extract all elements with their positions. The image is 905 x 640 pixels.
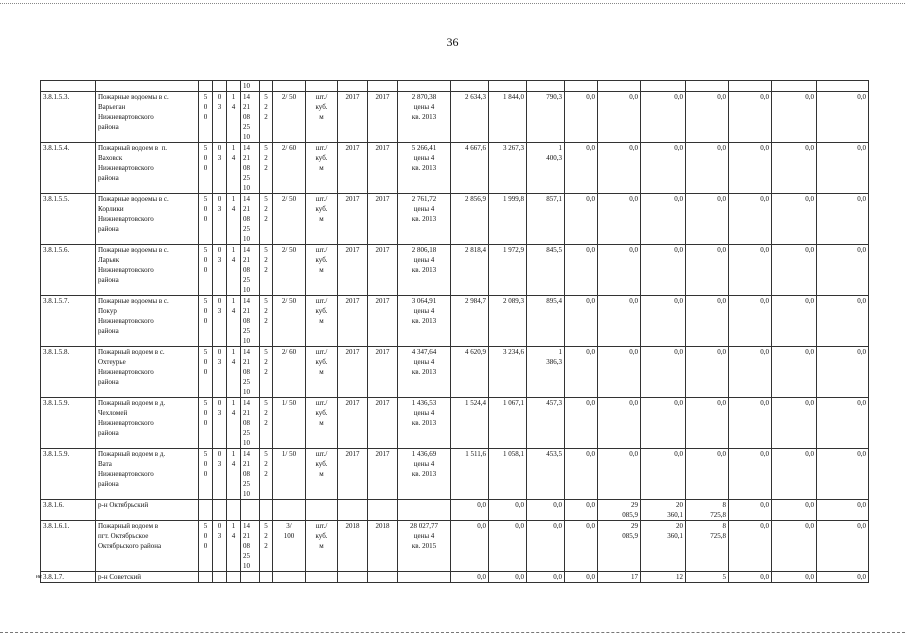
code-cell: 1 4 — [227, 449, 241, 500]
start-year-cell — [338, 572, 368, 583]
value-cell: 17 — [598, 572, 641, 583]
code-cell — [227, 572, 241, 583]
unit-cell: шт./ куб. м — [306, 194, 338, 245]
page-number: 36 — [446, 35, 459, 49]
value-cell: 0,0 — [641, 347, 686, 398]
value-cell: 0,0 — [641, 245, 686, 296]
value-cell: 0,0 — [817, 245, 869, 296]
code-cell: 14 21 08 25 10 — [241, 449, 260, 500]
code-cell: 1 4 — [227, 143, 241, 194]
value-cell: 0,0 — [565, 245, 598, 296]
value-cell: 8 725,8 — [686, 521, 729, 572]
value-cell: 0,0 — [729, 143, 772, 194]
value-cell: 0,0 — [686, 398, 729, 449]
end-year-cell: 2017 — [368, 296, 398, 347]
unit-cell: шт./ куб. м — [306, 245, 338, 296]
value-cell: 0,0 — [451, 500, 489, 521]
code-cell — [227, 500, 241, 521]
value-cell: 1 386,3 — [527, 347, 565, 398]
end-year-cell — [368, 500, 398, 521]
value-cell: 453,5 — [527, 449, 565, 500]
value-cell: 0,0 — [772, 245, 817, 296]
code-cell: 1 4 — [227, 245, 241, 296]
value-cell: 0,0 — [686, 194, 729, 245]
start-year-cell: 2018 — [338, 521, 368, 572]
unit-cell: шт./ куб. м — [306, 521, 338, 572]
row-number-cell: 3.8.1.5.7. — [41, 296, 96, 347]
end-year-cell: 2017 — [368, 347, 398, 398]
value-cell: 845,5 — [527, 245, 565, 296]
code-cell: 5 2 2 — [260, 347, 273, 398]
code-cell: 14 21 08 25 10 — [241, 296, 260, 347]
name-cell: Пожарный водоем в с. Охтеурье Нижневартовского района — [96, 347, 199, 398]
code-cell: 5 2 2 — [260, 449, 273, 500]
capacity-cell — [273, 572, 306, 583]
name-cell: Пожарный водоем в д. Чехломей Нижневартовского района — [96, 398, 199, 449]
capacity-cell: 3/ 100 — [273, 521, 306, 572]
code-cell: 5 2 2 — [260, 521, 273, 572]
code-cell — [199, 500, 213, 521]
row-number-cell: 3.8.1.6. — [41, 500, 96, 521]
value-cell: 1 511,6 — [451, 449, 489, 500]
row-number-cell: 3.8.1.5.6. — [41, 245, 96, 296]
value-cell: 0,0 — [641, 143, 686, 194]
value-cell: 5 — [686, 572, 729, 583]
value-cell: 0,0 — [451, 572, 489, 583]
code-cell: 5 0 0 — [199, 398, 213, 449]
unit-cell — [306, 500, 338, 521]
value-cell: 0,0 — [772, 296, 817, 347]
value-cell: 0,0 — [565, 500, 598, 521]
name-cell: р-н Советский — [96, 572, 199, 583]
value-cell: 0,0 — [817, 398, 869, 449]
value-cell: 29 085,9 — [598, 500, 641, 521]
name-cell: р-н Октябрьский — [96, 500, 199, 521]
value-cell: 0,0 — [686, 347, 729, 398]
start-year-cell — [338, 500, 368, 521]
cost-cell: 28 027,77 цены 4 кв. 2015 — [398, 521, 451, 572]
code-cell: 5 0 0 — [199, 521, 213, 572]
footnote-mark: нв — [36, 574, 42, 580]
value-cell: 0,0 — [772, 449, 817, 500]
value-cell: 0,0 — [565, 92, 598, 143]
code-cell: 0 3 — [213, 143, 227, 194]
value-cell: 0,0 — [641, 92, 686, 143]
code-cell: 5 0 0 — [199, 347, 213, 398]
code-cell: 0 3 — [213, 245, 227, 296]
cost-cell: 2 870,38 цены 4 кв. 2013 — [398, 92, 451, 143]
value-cell: 12 — [641, 572, 686, 583]
code-cell: 5 0 0 — [199, 143, 213, 194]
value-cell: 790,3 — [527, 92, 565, 143]
value-cell: 0,0 — [598, 92, 641, 143]
code-cell: 1 4 — [227, 398, 241, 449]
value-cell: 0,0 — [451, 521, 489, 572]
code-cell: 5 2 2 — [260, 143, 273, 194]
value-cell: 1 844,0 — [489, 92, 527, 143]
value-cell: 0,0 — [565, 449, 598, 500]
capacity-cell: 2/ 50 — [273, 296, 306, 347]
capacity-cell: 2/ 60 — [273, 143, 306, 194]
value-cell: 0,0 — [641, 398, 686, 449]
code-cell: 5 0 0 — [199, 296, 213, 347]
value-cell: 0,0 — [641, 296, 686, 347]
table-row — [41, 500, 869, 521]
code-cell: 14 21 08 25 10 — [241, 398, 260, 449]
name-cell: Пожарный водоем в п. Ваховск Нижневартовского района — [96, 143, 199, 194]
value-cell: 0,0 — [489, 521, 527, 572]
value-cell: 0,0 — [817, 194, 869, 245]
value-cell: 0,0 — [772, 347, 817, 398]
capacity-cell: 1/ 50 — [273, 449, 306, 500]
value-cell: 0,0 — [598, 296, 641, 347]
value-cell: 0,0 — [686, 143, 729, 194]
value-cell: 0,0 — [598, 143, 641, 194]
code-cell: 5 0 0 — [199, 245, 213, 296]
row-number-cell: 3.8.1.7. — [41, 572, 96, 583]
value-cell: 1 972,9 — [489, 245, 527, 296]
code-cell: 1 4 — [227, 521, 241, 572]
row-number-cell: 3.8.1.5.9. — [41, 449, 96, 500]
value-cell: 0,0 — [729, 194, 772, 245]
value-cell: 2 634,3 — [451, 92, 489, 143]
value-cell: 1 999,8 — [489, 194, 527, 245]
value-cell: 0,0 — [565, 521, 598, 572]
name-cell: Пожарный водоем в пгт. Октябрьское Октябрьского района — [96, 521, 199, 572]
end-year-cell: 2017 — [368, 245, 398, 296]
row-number-cell: 3.8.1.5.5. — [41, 194, 96, 245]
capacity-cell: 1/ 50 — [273, 398, 306, 449]
table-row-continuation — [41, 81, 869, 92]
name-cell: Пожарные водоемы в с. Ларьяк Нижневартовского района — [96, 245, 199, 296]
code-cell: 10 — [241, 81, 260, 92]
value-cell: 0,0 — [772, 194, 817, 245]
start-year-cell: 2017 — [338, 143, 368, 194]
code-cell: 5 0 0 — [199, 92, 213, 143]
unit-cell: шт./ куб. м — [306, 449, 338, 500]
row-number-cell: 3.8.1.5.4. — [41, 143, 96, 194]
table-row — [41, 92, 869, 143]
value-cell: 0,0 — [729, 92, 772, 143]
value-cell: 0,0 — [729, 296, 772, 347]
capacity-cell: 2/ 50 — [273, 194, 306, 245]
value-cell: 0,0 — [729, 449, 772, 500]
code-cell: 0 3 — [213, 194, 227, 245]
value-cell: 0,0 — [598, 398, 641, 449]
value-cell: 0,0 — [772, 398, 817, 449]
cost-cell: 2 761,72 цены 4 кв. 2013 — [398, 194, 451, 245]
value-cell: 20 360,1 — [641, 500, 686, 521]
code-cell — [213, 500, 227, 521]
capacity-cell: 2/ 50 — [273, 245, 306, 296]
start-year-cell: 2017 — [338, 398, 368, 449]
value-cell: 0,0 — [729, 521, 772, 572]
start-year-cell: 2017 — [338, 245, 368, 296]
value-cell: 0,0 — [598, 245, 641, 296]
code-cell — [260, 500, 273, 521]
value-cell: 0,0 — [565, 143, 598, 194]
table-row — [41, 296, 869, 347]
value-cell: 0,0 — [686, 245, 729, 296]
value-cell: 0,0 — [686, 296, 729, 347]
code-cell: 5 2 2 — [260, 398, 273, 449]
value-cell: 0,0 — [565, 194, 598, 245]
start-year-cell: 2017 — [338, 296, 368, 347]
start-year-cell: 2017 — [338, 92, 368, 143]
cost-cell: 2 806,18 цены 4 кв. 2013 — [398, 245, 451, 296]
value-cell: 0,0 — [686, 92, 729, 143]
table-row — [41, 347, 869, 398]
value-cell: 20 360,1 — [641, 521, 686, 572]
end-year-cell: 2017 — [368, 194, 398, 245]
code-cell: 5 0 0 — [199, 449, 213, 500]
value-cell: 0,0 — [817, 347, 869, 398]
value-cell: 0,0 — [817, 449, 869, 500]
value-cell: 0,0 — [489, 572, 527, 583]
value-cell: 0,0 — [729, 245, 772, 296]
value-cell: 457,3 — [527, 398, 565, 449]
value-cell: 0,0 — [565, 296, 598, 347]
top-border-line — [0, 3, 905, 4]
cost-cell: 4 347,64 цены 4 кв. 2013 — [398, 347, 451, 398]
value-cell: 0,0 — [598, 347, 641, 398]
code-cell: 14 21 08 25 10 — [241, 92, 260, 143]
unit-cell: шт./ куб. м — [306, 92, 338, 143]
value-cell: 0,0 — [729, 398, 772, 449]
end-year-cell: 2017 — [368, 143, 398, 194]
value-cell: 2 856,9 — [451, 194, 489, 245]
value-cell: 3 234,6 — [489, 347, 527, 398]
code-cell: 14 21 08 25 10 — [241, 521, 260, 572]
unit-cell: шт./ куб. м — [306, 347, 338, 398]
code-cell: 5 2 2 — [260, 194, 273, 245]
code-cell: 5 2 2 — [260, 92, 273, 143]
value-cell: 0,0 — [729, 500, 772, 521]
table-row — [41, 521, 869, 572]
row-number-cell: 3.8.1.5.9. — [41, 398, 96, 449]
value-cell: 29 085,9 — [598, 521, 641, 572]
value-cell: 0,0 — [772, 92, 817, 143]
value-cell: 0,0 — [527, 572, 565, 583]
code-cell — [241, 500, 260, 521]
table-row — [41, 398, 869, 449]
code-cell: 14 21 08 25 10 — [241, 347, 260, 398]
row-number-cell: 3.8.1.5.3. — [41, 92, 96, 143]
code-cell — [199, 572, 213, 583]
value-cell: 3 267,3 — [489, 143, 527, 194]
code-cell: 1 4 — [227, 92, 241, 143]
row-number-cell: 3.8.1.6.1. — [41, 521, 96, 572]
value-cell: 0,0 — [527, 521, 565, 572]
value-cell: 0,0 — [686, 449, 729, 500]
table-row — [41, 449, 869, 500]
code-cell: 14 21 08 25 10 — [241, 194, 260, 245]
program-table — [40, 80, 869, 583]
value-cell: 0,0 — [772, 521, 817, 572]
code-cell: 1 4 — [227, 347, 241, 398]
code-cell: 0 3 — [213, 296, 227, 347]
end-year-cell: 2017 — [368, 449, 398, 500]
end-year-cell: 2017 — [368, 92, 398, 143]
end-year-cell: 2018 — [368, 521, 398, 572]
end-year-cell — [368, 572, 398, 583]
value-cell: 1 524,4 — [451, 398, 489, 449]
start-year-cell: 2017 — [338, 194, 368, 245]
value-cell: 1 067,1 — [489, 398, 527, 449]
code-cell: 14 21 08 25 10 — [241, 143, 260, 194]
value-cell: 0,0 — [817, 92, 869, 143]
value-cell: 0,0 — [598, 449, 641, 500]
value-cell: 2 984,7 — [451, 296, 489, 347]
table-row — [41, 572, 869, 583]
value-cell: 0,0 — [598, 194, 641, 245]
name-cell: Пожарные водоемы в с. Корлики Нижневартовского района — [96, 194, 199, 245]
start-year-cell: 2017 — [338, 449, 368, 500]
value-cell: 0,0 — [565, 572, 598, 583]
code-cell: 5 0 0 — [199, 194, 213, 245]
code-cell: 1 4 — [227, 194, 241, 245]
cost-cell: 5 266,41 цены 4 кв. 2013 — [398, 143, 451, 194]
value-cell: 0,0 — [772, 572, 817, 583]
value-cell: 857,1 — [527, 194, 565, 245]
value-cell: 0,0 — [772, 143, 817, 194]
value-cell: 0,0 — [641, 449, 686, 500]
name-cell: Пожарные водоемы в с. Варьеган Нижневартовского района — [96, 92, 199, 143]
table-row — [41, 143, 869, 194]
value-cell: 0,0 — [641, 194, 686, 245]
bottom-border-line — [0, 632, 905, 633]
cost-cell: 3 064,91 цены 4 кв. 2013 — [398, 296, 451, 347]
name-cell: Пожарный водоем в д. Вата Нижневартовского района — [96, 449, 199, 500]
code-cell: 0 3 — [213, 521, 227, 572]
start-year-cell: 2017 — [338, 347, 368, 398]
value-cell: 0,0 — [817, 500, 869, 521]
value-cell: 2 089,3 — [489, 296, 527, 347]
value-cell: 895,4 — [527, 296, 565, 347]
value-cell: 4 620,9 — [451, 347, 489, 398]
value-cell: 0,0 — [817, 521, 869, 572]
capacity-cell: 2/ 50 — [273, 92, 306, 143]
value-cell: 0,0 — [817, 296, 869, 347]
code-cell: 5 2 2 — [260, 296, 273, 347]
value-cell: 0,0 — [565, 347, 598, 398]
unit-cell: шт./ куб. м — [306, 296, 338, 347]
value-cell: 0,0 — [817, 143, 869, 194]
code-cell: 0 3 — [213, 449, 227, 500]
unit-cell: шт./ куб. м — [306, 398, 338, 449]
value-cell: 4 667,6 — [451, 143, 489, 194]
value-cell: 1 058,1 — [489, 449, 527, 500]
capacity-cell — [273, 500, 306, 521]
code-cell — [241, 572, 260, 583]
value-cell: 0,0 — [729, 572, 772, 583]
name-cell: Пожарные водоемы в с. Покур Нижневартовского района — [96, 296, 199, 347]
value-cell: 1 400,3 — [527, 143, 565, 194]
code-cell: 0 3 — [213, 347, 227, 398]
cost-cell — [398, 572, 451, 583]
code-cell: 14 21 08 25 10 — [241, 245, 260, 296]
cost-cell — [398, 500, 451, 521]
code-cell: 1 4 — [227, 296, 241, 347]
row-number-cell: 3.8.1.5.8. — [41, 347, 96, 398]
table-row — [41, 245, 869, 296]
value-cell: 0,0 — [527, 500, 565, 521]
value-cell: 2 818,4 — [451, 245, 489, 296]
code-cell — [213, 572, 227, 583]
code-cell: 0 3 — [213, 92, 227, 143]
capacity-cell: 2/ 60 — [273, 347, 306, 398]
code-cell: 5 2 2 — [260, 245, 273, 296]
value-cell: 0,0 — [729, 347, 772, 398]
value-cell: 0,0 — [817, 572, 869, 583]
cost-cell: 1 436,69 цены 4 кв. 2013 — [398, 449, 451, 500]
value-cell: 8 725,8 — [686, 500, 729, 521]
cost-cell: 1 436,53 цены 4 кв. 2013 — [398, 398, 451, 449]
end-year-cell: 2017 — [368, 398, 398, 449]
value-cell: 0,0 — [565, 398, 598, 449]
code-cell: 0 3 — [213, 398, 227, 449]
table-row — [41, 194, 869, 245]
code-cell — [260, 572, 273, 583]
value-cell: 0,0 — [772, 500, 817, 521]
unit-cell: шт./ куб. м — [306, 143, 338, 194]
value-cell: 0,0 — [489, 500, 527, 521]
unit-cell — [306, 572, 338, 583]
